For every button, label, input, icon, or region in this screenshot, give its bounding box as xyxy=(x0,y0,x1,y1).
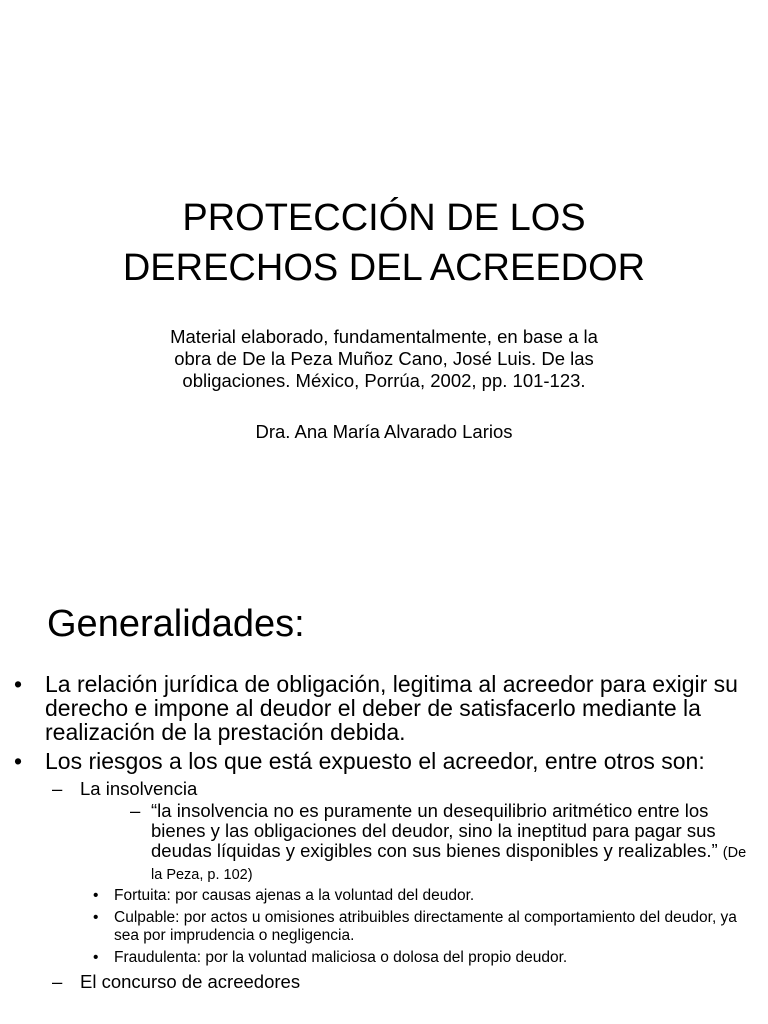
dash-icon: – xyxy=(130,800,141,821)
dash-icon: – xyxy=(52,971,63,992)
sub-item xyxy=(0,778,768,799)
type-item-text: Fraudulenta: por la voluntad maliciosa o dolosa del propio deudor. xyxy=(114,949,568,966)
source-note xyxy=(0,326,768,392)
source-note-line: obra de De la Peza Muñoz Cano, José Luis. De las xyxy=(174,348,594,369)
bullet-icon: • xyxy=(93,949,99,966)
bullet-icon: • xyxy=(93,909,99,926)
quote-text: “la insolvencia no es puramente un desequilibrio aritmético entre los bienes y las obligaciones del deudor, sino la ineptitud para pagar sus deudas líquidas y exigibles con sus bienes disponibles y realizables.” xyxy=(151,800,718,861)
slide-heading: Generalidades: xyxy=(47,603,305,645)
type-item xyxy=(0,887,768,905)
type-item xyxy=(0,949,768,967)
source-note-line: Material elaborado, fundamentalmente, en base a la xyxy=(170,326,598,347)
sub-item-text: El concurso de acreedores xyxy=(80,971,301,992)
source-note-line: obligaciones. México, Porrúa, 2002, pp. 101-123. xyxy=(182,370,586,391)
bullet-icon: • xyxy=(14,748,23,774)
bullet-icon: • xyxy=(93,887,99,904)
content-slide xyxy=(0,576,768,1024)
bullet-icon: • xyxy=(14,671,23,697)
title-line-1: PROTECCIÓN DE LOS xyxy=(182,197,586,239)
type-item-text: Fortuita: por causas ajenas a la voluntad del deudor. xyxy=(114,887,475,904)
type-item xyxy=(0,909,768,945)
quote-citation: (De la Peza, p. 102) xyxy=(151,845,747,883)
sub-item xyxy=(0,971,768,992)
dash-icon: – xyxy=(52,778,63,799)
list-item xyxy=(0,672,768,744)
type-item-text: Culpable: por actos u omisiones atribuibles directamente al comportamiento del deudor, ya sea por imprudencia o negligencia. xyxy=(114,909,737,944)
author-name: Dra. Ana María Alvarado Larios xyxy=(255,421,513,442)
list-item-text: Los riesgos a los que está expuesto el acreedor, entre otros son: xyxy=(45,748,705,774)
title-line-2: DERECHOS DEL ACREEDOR xyxy=(122,247,646,289)
list-item-text: La relación jurídica de obligación, legitima al acreedor para exigir su derecho e impone al deudor el deber de satisfacerlo mediante la realización de la prestación debida. xyxy=(45,671,738,745)
slide-title xyxy=(0,193,768,293)
sub-item-text: La insolvencia xyxy=(80,778,198,799)
quote-item xyxy=(0,801,768,885)
list-item xyxy=(0,749,768,773)
bullet-list xyxy=(0,672,768,994)
